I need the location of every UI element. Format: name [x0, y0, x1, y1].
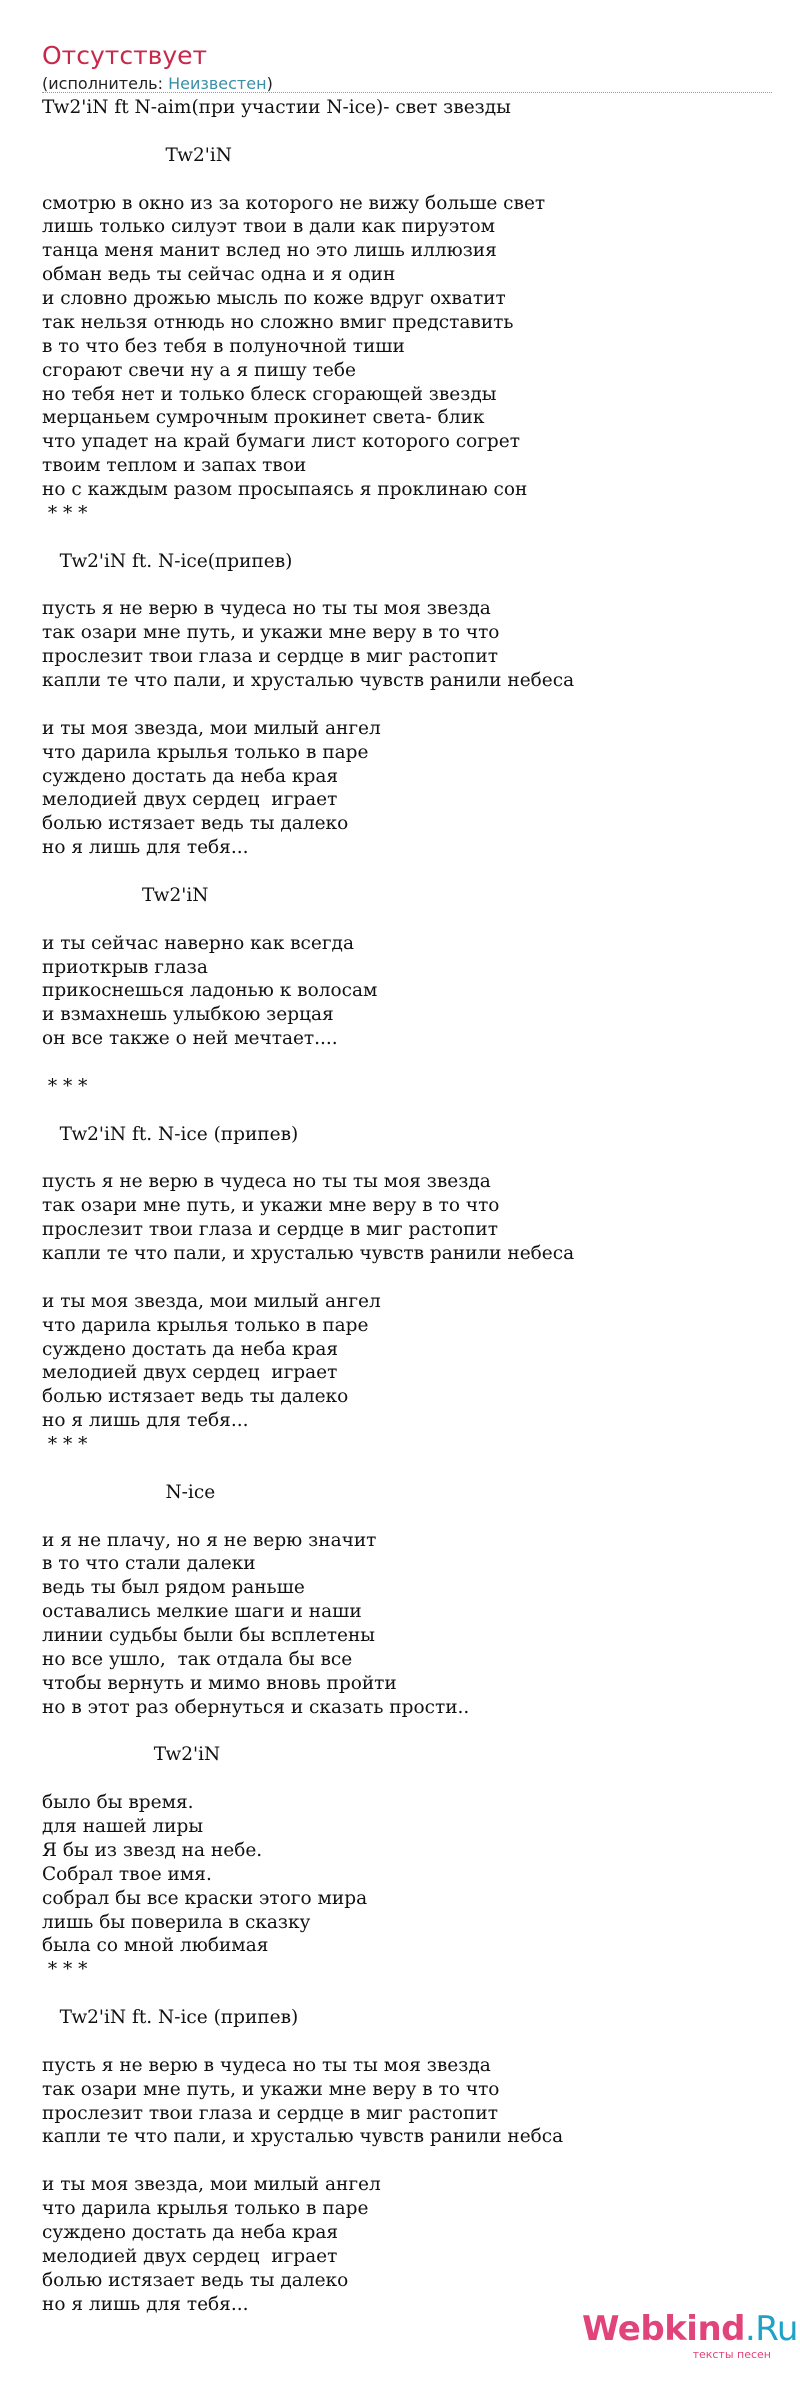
lyrics-line: обман ведь ты сейчас одна и я один — [42, 264, 396, 286]
artist-line — [42, 74, 273, 94]
lyrics-line: что дарила крылья только в паре — [42, 2198, 369, 2219]
lyrics-line — [42, 1982, 782, 2006]
lyrics-line: и я не плачу, но я не верю значит — [42, 1529, 377, 1551]
logo-wordmark — [582, 2309, 798, 2349]
lyrics-line — [42, 1051, 782, 1075]
lyrics-line: так нельзя отнюдь но сложно вмиг представить — [42, 311, 514, 333]
lyrics-line: Tw2'iN ft N-aim(при участии N-ice)- свет звезды — [42, 97, 511, 118]
lyrics-line: что дарила крылья только в паре — [42, 1314, 369, 1336]
lyrics-line: суждено достать да неба края — [42, 2221, 339, 2243]
lyrics-line: было бы время. — [42, 1792, 194, 1814]
lyrics-line: но я лишь для тебя... — [42, 2293, 249, 2315]
lyrics-line — [42, 693, 782, 717]
lyrics-line — [42, 1457, 782, 1481]
site-logo[interactable] — [582, 2309, 798, 2366]
lyrics-line: мерцаньем сумрочным прокинет света- блик — [42, 407, 485, 429]
lyrics-line: лишь только силуэт твои в дали как пируэтом — [42, 216, 496, 238]
lyrics-line: лишь бы поверила в сказку — [42, 1911, 311, 1933]
lyrics-line: Tw2'iN — [42, 1744, 221, 1766]
lyrics-line — [42, 1720, 782, 1744]
lyrics-line — [42, 1767, 782, 1791]
lyrics-line: но тебя нет и только блеск сгорающей звезды — [42, 383, 497, 405]
lyrics-text — [42, 96, 782, 2316]
lyrics-line: капли те что пали, и хрусталью чувств ранили небса — [42, 2126, 564, 2148]
lyrics-line: ведь ты был рядом раньше — [42, 1577, 305, 1599]
lyrics-line — [42, 120, 782, 144]
lyrics-line: и ты моя звезда, мои милый ангел — [42, 2174, 381, 2196]
lyrics-line — [42, 168, 782, 192]
lyrics-line: Tw2'iN ft. N-ice (припев) — [42, 2007, 299, 2028]
lyrics-line: твоим теплом и запах твои — [42, 455, 307, 477]
lyrics-line: но все ушло, так отдала бы все — [42, 1648, 353, 1670]
logo-tld: .Ru — [745, 2309, 798, 2349]
lyrics-line: * * * — [42, 502, 88, 524]
lyrics-line: чтобы вернуть и мимо вновь пройти — [42, 1672, 397, 1694]
lyrics-line: так озари мне путь, и укажи мне веру в то что — [42, 2078, 500, 2100]
lyrics-line: мелодией двух сердец играет — [42, 789, 338, 811]
lyrics-line: смотрю в окно из за которого не вижу больше свет — [42, 192, 546, 214]
lyrics-line: болью истязает ведь ты далеко — [42, 1386, 349, 1408]
lyrics-line: пусть я не верю в чудеса но ты ты моя звезда — [42, 1171, 491, 1193]
lyrics-line: Собрал твое имя. — [42, 1863, 212, 1885]
lyrics-line: болью истязает ведь ты далеко — [42, 813, 349, 835]
lyrics-line: капли те что пали, и хрусталью чувств ранили небеса — [42, 670, 575, 691]
lyrics-line: для нашей лиры — [42, 1816, 204, 1837]
lyrics-line: Я бы из звезд на небе. — [42, 1839, 263, 1861]
lyrics-line: собрал бы все краски этого мира — [42, 1887, 368, 1909]
lyrics-line: он все также о ней мечтает.... — [42, 1028, 338, 1050]
lyrics-line: * * * — [42, 1075, 88, 1097]
lyrics-line: Tw2'iN — [42, 144, 232, 166]
artist-prefix: (исполнитель: — [42, 74, 169, 93]
lyrics-line: в то что стали далеки — [42, 1553, 256, 1575]
lyrics-line: прослезит твои глаза и сердце в миг растопит — [42, 646, 498, 668]
song-title: Отсутствует — [42, 41, 208, 70]
lyrics-line — [42, 574, 782, 598]
lyrics-line: суждено достать да неба края — [42, 1338, 339, 1360]
lyrics-line: и словно дрожью мысль по коже вдруг охватит — [42, 288, 506, 309]
lyrics-line: прикоснешься ладонью к волосам — [42, 980, 378, 1002]
lyrics-line — [42, 1266, 782, 1290]
lyrics-line — [42, 908, 782, 932]
lyrics-line: и ты сейчас наверно как всегда — [42, 932, 354, 954]
lyrics-line: Tw2'iN ft. N-ice(припев) — [42, 550, 293, 572]
lyrics-line: но с каждым разом просыпаясь я проклинаю сон — [42, 479, 528, 500]
lyrics-line — [42, 2149, 782, 2173]
lyrics-line — [42, 526, 782, 550]
lyrics-line: так озари мне путь, и укажи мне веру в то что — [42, 622, 500, 644]
lyrics-line: * * * — [42, 1959, 88, 1981]
lyrics-line: пусть я не верю в чудеса но ты ты моя звезда — [42, 2054, 491, 2076]
lyrics-line: болью истязает ведь ты далеко — [42, 2269, 349, 2291]
lyrics-line: мелодией двух сердец играет — [42, 1362, 338, 1384]
lyrics-line: что дарила крылья только в паре — [42, 741, 369, 763]
lyrics-line: N-ice — [42, 1481, 216, 1503]
lyrics-line: танца меня манит вслед но это лишь иллюзия — [42, 240, 497, 262]
lyrics-line: что упадет на край бумаги лист которого согрет — [42, 431, 520, 453]
lyrics-line: * * * — [42, 1434, 88, 1455]
lyrics-line: прослезит твои глаза и сердце в миг растопит — [42, 2102, 498, 2124]
lyrics-line: Tw2'iN — [42, 884, 209, 906]
lyrics-line: сгорают свечи ну а я пишу тебе — [42, 359, 356, 381]
lyrics-line: в то что без тебя в полуночной тиши — [42, 335, 405, 357]
lyrics-line: и ты моя звезда, мои милый ангел — [42, 717, 381, 739]
lyrics-line: Tw2'iN ft. N-ice (припев) — [42, 1123, 299, 1145]
lyrics-line: но я лишь для тебя... — [42, 1410, 249, 1432]
lyrics-line: но в этот раз обернуться и сказать прости.. — [42, 1696, 470, 1718]
lyrics-line: капли те что пали, и хрусталью чувств ранили небеса — [42, 1243, 575, 1264]
artist-suffix: ) — [266, 74, 273, 93]
lyrics-line: мелодией двух сердец играет — [42, 2245, 338, 2267]
lyrics-line: линии судьбы были бы всплетены — [42, 1625, 376, 1646]
lyrics-line — [42, 860, 782, 884]
header-divider — [42, 92, 772, 93]
lyrics-line: была со мной любимая — [42, 1935, 269, 1957]
lyrics-line: приоткрыв глаза — [42, 956, 208, 978]
logo-name: Webkind — [582, 2309, 745, 2349]
lyrics-line — [42, 1505, 782, 1529]
lyrics-line — [42, 2030, 782, 2054]
lyrics-line: суждено достать да неба края — [42, 765, 339, 787]
lyrics-line — [42, 1147, 782, 1171]
lyrics-line: но я лишь для тебя... — [42, 837, 249, 859]
logo-tagline: тексты песен — [692, 2348, 771, 2361]
lyrics-line: и ты моя звезда, мои милый ангел — [42, 1290, 381, 1312]
lyrics-line: и взмахнешь улыбкою зерцая — [42, 1004, 334, 1026]
lyrics-line: оставались мелкие шаги и наши — [42, 1601, 362, 1623]
artist-link[interactable]: Неизвестен — [168, 74, 267, 93]
lyrics-line: пусть я не верю в чудеса но ты ты моя звезда — [42, 598, 491, 620]
lyrics-line: так озари мне путь, и укажи мне веру в то что — [42, 1195, 500, 1217]
lyrics-line: прослезит твои глаза и сердце в миг растопит — [42, 1219, 498, 1241]
song-header — [42, 40, 273, 94]
lyrics-line — [42, 1099, 782, 1123]
